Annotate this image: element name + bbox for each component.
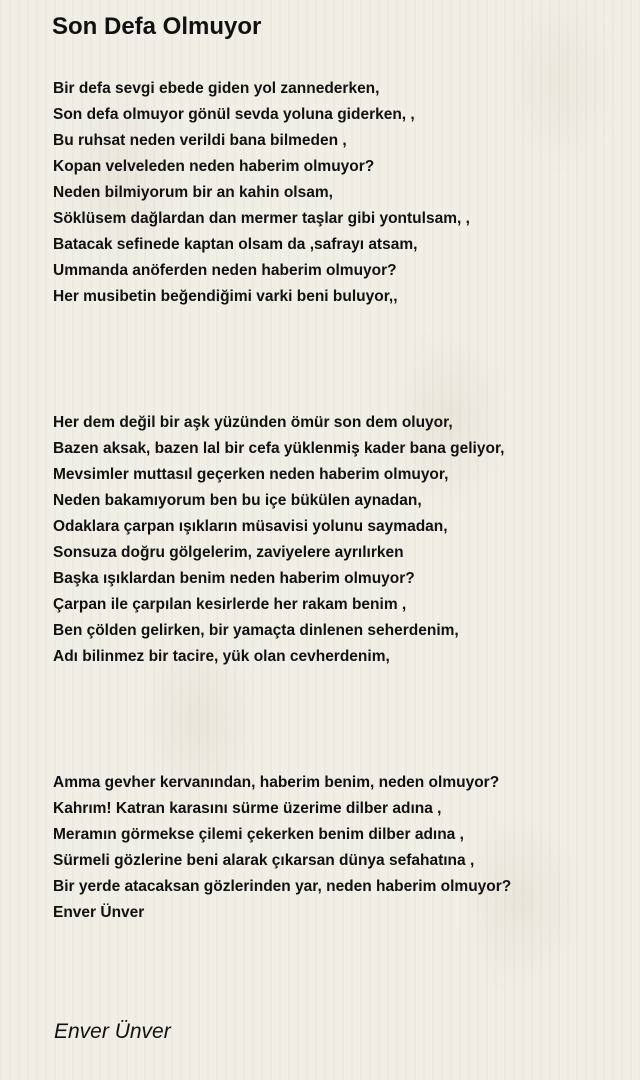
stanza-gap (53, 670, 613, 770)
poem-signature-line: Enver Ünver (53, 904, 145, 921)
poem-line: Kahrım! Katran karasını sürme üzerime dilber adına , (53, 800, 442, 817)
poem-line: Sürmeli gözlerine beni alarak çıkarsan dünya sefahatına , (53, 852, 475, 869)
poem-line: Meramın görmekse çilemi çekerken benim dilber adına , (53, 826, 464, 843)
poem-line: Ummanda anöferden neden haberim olmuyor? (53, 262, 397, 279)
poem-line: Ben çölden gelirken, bir yamaçta dinlenen seherdenim, (53, 622, 459, 639)
stanza-2 (53, 410, 613, 670)
poem-line: Sonsuza doğru gölgelerim, zaviyelere ayrılırken (53, 544, 404, 561)
poem-line: Son defa olmuyor gönül sevda yoluna giderken, , (53, 106, 415, 123)
poem-line: Her musibetin beğendiğimi varki beni buluyor,, (53, 288, 398, 305)
stanza-3 (53, 770, 613, 926)
stanza-gap (53, 310, 613, 410)
poem-line: Bir defa sevgi ebede giden yol zannederken, (53, 80, 380, 97)
poem-line: Adı bilinmez bir tacire, yük olan cevherdenim, (53, 648, 390, 665)
poem-line: Her dem değil bir aşk yüzünden ömür son dem oluyor, (53, 414, 453, 431)
poem-title: Son Defa Olmuyor (52, 13, 262, 40)
poem-line: Bu ruhsat neden verildi bana bilmeden , (53, 132, 347, 149)
poem-line: Mevsimler muttasıl geçerken neden haberim olmuyor, (53, 466, 449, 483)
author-name: Enver Ünver (54, 1020, 171, 1043)
poem-line: Batacak sefinede kaptan olsam da ,safrayı atsam, (53, 236, 418, 253)
poem-line: Kopan velveleden neden haberim olmuyor? (53, 158, 375, 175)
poem-line: Neden bakamıyorum ben bu içe bükülen aynadan, (53, 492, 422, 509)
poem-line: Söklüsem dağlardan dan mermer taşlar gibi yontulsam, , (53, 210, 470, 227)
poem-line: Neden bilmiyorum bir an kahin olsam, (53, 184, 333, 201)
poem-line: Bir yerde atacaksan gözlerinden yar, neden haberim olmuyor? (53, 878, 512, 895)
poem-line: Başka ışıklardan benim neden haberim olmuyor? (53, 570, 415, 587)
poem-line: Amma gevher kervanından, haberim benim, neden olmuyor? (53, 774, 500, 791)
poem-line: Çarpan ile çarpılan kesirlerde her rakam benim , (53, 596, 407, 613)
poem-body (53, 76, 613, 926)
poem-line: Odaklara çarpan ışıkların müsavisi yolunu saymadan, (53, 518, 448, 535)
stanza-1 (53, 76, 613, 310)
poem-line: Bazen aksak, bazen lal bir cefa yüklenmiş kader bana geliyor, (53, 440, 505, 457)
